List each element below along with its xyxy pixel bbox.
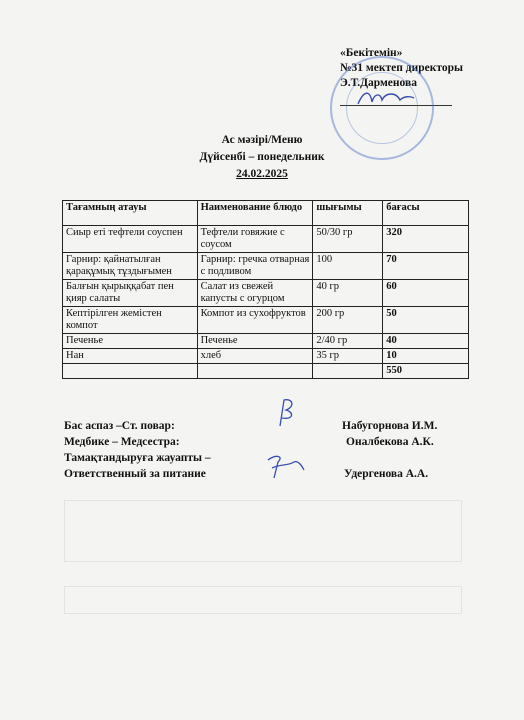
table-total-cell: 550	[383, 364, 469, 379]
table-cell: 40	[383, 334, 469, 349]
table-cell: 10	[383, 349, 469, 364]
table-cell: хлеб	[197, 349, 313, 364]
responsible-role-ru: Ответственный за питание	[64, 468, 206, 480]
table-cell: 40 гр	[313, 280, 383, 307]
cook-signature-icon	[270, 396, 302, 430]
table-row	[63, 280, 469, 307]
cook-role: Бас аспаз –Ст. повар:	[64, 420, 175, 432]
table-row	[63, 226, 469, 253]
table-row	[63, 349, 469, 364]
table-total-row	[63, 364, 469, 379]
table-cell: 60	[383, 280, 469, 307]
approval-line-1: «Бекітемін»	[340, 47, 403, 59]
header-cell: Наименование блюдо	[197, 201, 313, 226]
table-cell: Сиыр еті тефтели соуспен	[63, 226, 198, 253]
table-cell: 100	[313, 253, 383, 280]
table-cell: Салат из свежей капусты с огурцом	[197, 280, 313, 307]
table-cell: 320	[383, 226, 469, 253]
table-cell: Гарнир: қайнатылған қарақұмық тұздығымен	[63, 253, 198, 280]
nurse-role: Медбике – Медсестра:	[64, 436, 180, 448]
table-cell: 2/40 гр	[313, 334, 383, 349]
responsible-signature-icon	[264, 452, 306, 482]
menu-date: 24.02.2025	[236, 168, 288, 180]
table-cell: 50	[383, 307, 469, 334]
table-cell: Нан	[63, 349, 198, 364]
menu-table	[62, 200, 469, 379]
cook-name: Набугорнова И.М.	[342, 420, 438, 432]
menu-title: Ас мәзірі/Меню	[221, 134, 303, 146]
nurse-name: Оналбекова А.К.	[346, 436, 434, 448]
table-cell: 35 гр	[313, 349, 383, 364]
table-cell	[197, 364, 313, 379]
director-signature-icon	[356, 86, 416, 110]
table-row	[63, 307, 469, 334]
table-cell	[313, 364, 383, 379]
table-cell: 50/30 гр	[313, 226, 383, 253]
table-cell: Компот из сухофруктов	[197, 307, 313, 334]
table-header-row	[63, 201, 469, 226]
table-row	[63, 334, 469, 349]
table-cell: Печенье	[197, 334, 313, 349]
approval-line-2: №31 мектеп директоры	[340, 62, 463, 74]
menu-day: Дүйсенбі – понедельник	[199, 151, 325, 163]
approval-line-3: Э.Т.Дарменова	[340, 77, 417, 89]
bleed-through-table	[64, 500, 462, 562]
table-cell: Тефтели говяжие с соусом	[197, 226, 313, 253]
table-cell: Гарнир: гречка отварная с подливом	[197, 253, 313, 280]
table-cell: 70	[383, 253, 469, 280]
table-cell	[63, 364, 198, 379]
table-row	[63, 253, 469, 280]
table-cell: Балғын қырыққабат пен қияр салаты	[63, 280, 198, 307]
table-cell: Печенье	[63, 334, 198, 349]
responsible-role-kz: Тамақтандыруға жауапты –	[64, 452, 211, 464]
header-cell: шығымы	[313, 201, 383, 226]
table-cell: 200 гр	[313, 307, 383, 334]
responsible-name: Удергенова А.А.	[344, 468, 429, 480]
bleed-through-table	[64, 586, 462, 614]
header-cell: Тағамның атауы	[63, 201, 198, 226]
header-cell: бағасы	[383, 201, 469, 226]
table-cell: Кептірілген жемістен компот	[63, 307, 198, 334]
